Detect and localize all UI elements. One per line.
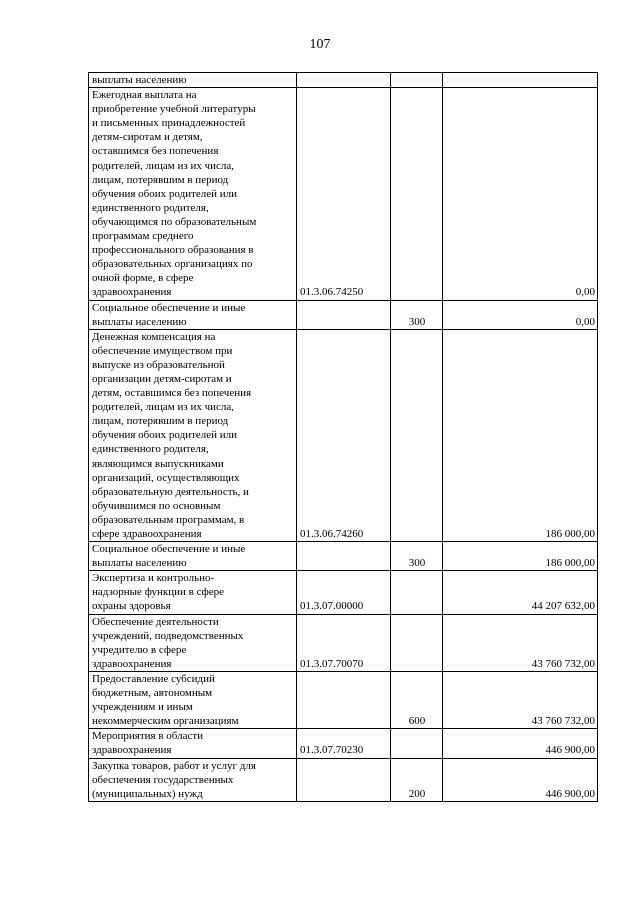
expense-name-cell: выплаты населению bbox=[89, 73, 297, 88]
table-row bbox=[89, 73, 598, 88]
target-code-cell: 01.3.07.70070 bbox=[297, 614, 391, 671]
target-code-cell bbox=[297, 542, 391, 571]
expense-name-cell: Мероприятия в области здравоохранения bbox=[89, 729, 297, 758]
table-row bbox=[89, 614, 598, 671]
budget-table bbox=[88, 72, 598, 802]
expense-name-cell: Предоставление субсидий бюджетным, автономным учреждениям и иным некоммерческим организациям bbox=[89, 671, 297, 728]
expense-type-cell bbox=[391, 614, 443, 671]
expense-type-cell: 300 bbox=[391, 300, 443, 329]
amount-cell: 446 900,00 bbox=[443, 729, 598, 758]
table-row bbox=[89, 571, 598, 614]
amount-cell: 44 207 632,00 bbox=[443, 571, 598, 614]
amount-cell: 446 900,00 bbox=[443, 758, 598, 801]
page-number: 107 bbox=[309, 37, 331, 52]
amount-cell: 186 000,00 bbox=[443, 329, 598, 541]
expense-name-cell: Денежная компенсация на обеспечение имуществом при выпуске из образовательной организации детям-сиротам и детям, оставшимся без попечения родителей, лицам из их числа, лицам, потерявшим в период обучения обоих родителей или единственного родителя, являющимся выпускниками организаций, осуществляющих образовательную деятельность, и обучившимся по основным образовательным программам, в сфере здравоохранения bbox=[89, 329, 297, 541]
target-code-cell: 01.3.07.00000 bbox=[297, 571, 391, 614]
table-row bbox=[89, 671, 598, 728]
expense-name-cell: Ежегодная выплата на приобретение учебной литературы и письменных принадлежностей детям-сиротам и детям, оставшимся без попечения родителей, лицам из их числа, лицам, потерявшим в период обучения обоих родителей или единственного родителя, обучающимся по образовательным программам среднего профессионального образования в образовательных организациях по очной форме, в сфере здравоохранения bbox=[89, 88, 297, 300]
table-row bbox=[89, 88, 598, 300]
amount-cell: 0,00 bbox=[443, 88, 598, 300]
target-code-cell bbox=[297, 671, 391, 728]
table-row bbox=[89, 758, 598, 801]
table-row bbox=[89, 300, 598, 329]
amount-cell: 43 760 732,00 bbox=[443, 671, 598, 728]
amount-cell bbox=[443, 73, 598, 88]
expense-type-cell bbox=[391, 329, 443, 541]
expense-type-cell bbox=[391, 73, 443, 88]
expense-name-cell: Закупка товаров, работ и услуг для обеспечения государственных (муниципальных) нужд bbox=[89, 758, 297, 801]
expense-name-cell: Экспертиза и контрольно- надзорные функции в сфере охраны здоровья bbox=[89, 571, 297, 614]
expense-name-cell: Обеспечение деятельности учреждений, подведомственных учредителю в сфере здравоохранения bbox=[89, 614, 297, 671]
expense-type-cell: 600 bbox=[391, 671, 443, 728]
table-row bbox=[89, 329, 598, 541]
expense-type-cell bbox=[391, 729, 443, 758]
target-code-cell bbox=[297, 758, 391, 801]
expense-name-cell: Социальное обеспечение и иные выплаты населению bbox=[89, 542, 297, 571]
target-code-cell: 01.3.07.70230 bbox=[297, 729, 391, 758]
expense-name-cell: Социальное обеспечение и иные выплаты населению bbox=[89, 300, 297, 329]
expense-type-cell: 200 bbox=[391, 758, 443, 801]
target-code-cell bbox=[297, 300, 391, 329]
amount-cell: 43 760 732,00 bbox=[443, 614, 598, 671]
amount-cell: 0,00 bbox=[443, 300, 598, 329]
table-row bbox=[89, 729, 598, 758]
amount-cell: 186 000,00 bbox=[443, 542, 598, 571]
target-code-cell: 01.3.06.74260 bbox=[297, 329, 391, 541]
expense-type-cell: 300 bbox=[391, 542, 443, 571]
table-row bbox=[89, 542, 598, 571]
expense-type-cell bbox=[391, 571, 443, 614]
target-code-cell: 01.3.06.74250 bbox=[297, 88, 391, 300]
expense-type-cell bbox=[391, 88, 443, 300]
target-code-cell bbox=[297, 73, 391, 88]
